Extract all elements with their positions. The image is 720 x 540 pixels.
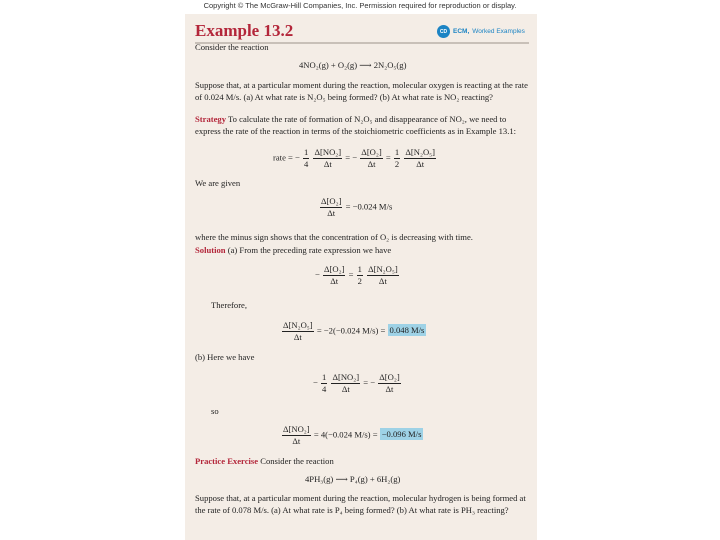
practice-text: Suppose that, at a particular moment during the reaction, molecular hydrogen is being formed at the rate of 0.078 M/s. (a) At what rate is P₄ being formed? (b) At what rate is PH₃ reacting? <box>195 493 526 515</box>
equation-a: − $\frac{\text{Δ[O₂]}}{\Delta t}$ = $\frac{1}{2}$ $\frac{\text{Δ[N₂O₅]}}{\Delta t}$ <box>315 264 398 286</box>
answer-a-highlight: 0.048 M/s <box>389 325 425 336</box>
strategy-text: To calculate the rate of formation of N₂O₅ and disappearance of NO₂, we need to express the rate of the reaction in terms of the stoichiometric coefficients as in Example 13.1: <box>195 114 517 136</box>
equation-a-result <box>281 320 426 343</box>
equation-b-result <box>281 424 423 447</box>
fraction: $\frac{\text{Δ[NO₂]}}{\Delta t}$ <box>314 147 342 169</box>
question-text: Suppose that, at a particular moment during the reaction, molecular oxygen is reacting at the rate of 0.024 M/s. (a) At what rate is N₂O₅ being formed? (b) At what rate is NO₂ reacting? <box>195 80 528 102</box>
solution-label: Solution <box>195 245 226 255</box>
fraction: $\frac{1}{4}$ <box>304 147 309 169</box>
answer-b-highlight: −0.096 M/s <box>381 429 422 440</box>
so-text: so <box>211 406 219 416</box>
practice-paragraph <box>195 456 531 468</box>
equation-b: − $\frac{1}{4}$ $\frac{\text{Δ[NO₂]}}{\Delta t}$ = − $\frac{\text{Δ[O₂]}}{\Delta t}$ <box>313 372 400 394</box>
textbook-page <box>185 14 537 540</box>
fraction: $\frac{\text{Δ[O₂]}}{\Delta t}$ <box>379 372 400 394</box>
cd-icon: CD <box>437 25 450 38</box>
reaction-equation: 4NO₂(g) + O₂(g) ⟶ 2N₂O₅(g) <box>299 60 407 70</box>
solution-paragraph <box>195 245 531 257</box>
fraction: $\frac{\text{Δ[N₂O₅]}}{\Delta t}$ <box>283 320 313 342</box>
given-text: We are given <box>195 178 241 188</box>
copyright-notice: Copyright © The McGraw-Hill Companies, Inc. Permission required for reproduction or display. <box>203 1 517 10</box>
minus-note: where the minus sign shows that the concentration of O₂ is decreasing with time. <box>195 232 473 242</box>
fraction: $\frac{1}{4}$ <box>322 372 327 394</box>
fraction: $\frac{1}{2}$ <box>357 264 362 286</box>
fraction: $\frac{\text{Δ[O₂]}}{\Delta t}$ <box>321 196 342 218</box>
part-b-text: (b) Here we have <box>195 352 255 362</box>
consider-text: Consider the reaction <box>195 42 269 52</box>
rate-word: rate <box>273 152 286 163</box>
cd-label-bold: ECM, <box>453 28 470 35</box>
fraction: $\frac{\text{Δ[O₂]}}{\Delta t}$ <box>361 147 382 169</box>
cd-label-rest: Worked Examples <box>472 28 525 35</box>
cd-worked-examples-badge <box>437 25 525 38</box>
fraction: $\frac{\text{Δ[N₂O₅]}}{\Delta t}$ <box>368 264 398 286</box>
therefore-text: Therefore, <box>211 300 248 310</box>
fraction: $\frac{\text{Δ[NO₂]}}{\Delta t}$ <box>332 372 360 394</box>
practice-intro: Consider the reaction <box>260 456 334 466</box>
fraction: $\frac{\text{Δ[N₂O₅]}}{\Delta t}$ <box>405 147 436 169</box>
fraction: $\frac{\text{Δ[O₂]}}{\Delta t}$ <box>324 264 345 286</box>
practice-label: Practice Exercise <box>195 456 259 466</box>
strategy-paragraph <box>195 114 531 137</box>
fraction: $\frac{1}{2}$ <box>394 147 400 169</box>
practice-reaction: 4PH₃(g) ⟶ P₄(g) + 6H₂(g) <box>305 474 401 484</box>
given-value: = −0.024 M/s <box>345 201 393 212</box>
solution-a-text: (a) From the preceding rate expression we have <box>227 245 392 255</box>
given-equation <box>319 196 392 219</box>
rate-expression: rate = − $\frac{1}{4}$ $\frac{\text{Δ[NO₂]}}{\Delta t}$ = − $\frac{\text{Δ[O₂]}}{\Delta t}$ = $\frac{1}{2}$ $\frac{\text{Δ[N₂O₅]}}{\Delta t}$ <box>273 147 436 169</box>
strategy-label: Strategy <box>195 114 227 124</box>
fraction: $\frac{\text{Δ[NO₂]}}{\Delta t}$ <box>283 424 310 446</box>
equation-a-expr: = −2(−0.024 M/s) = <box>316 325 386 336</box>
equation-b-expr: = 4(−0.024 M/s) = <box>313 429 378 440</box>
example-title: Example 13.2 <box>195 21 294 40</box>
